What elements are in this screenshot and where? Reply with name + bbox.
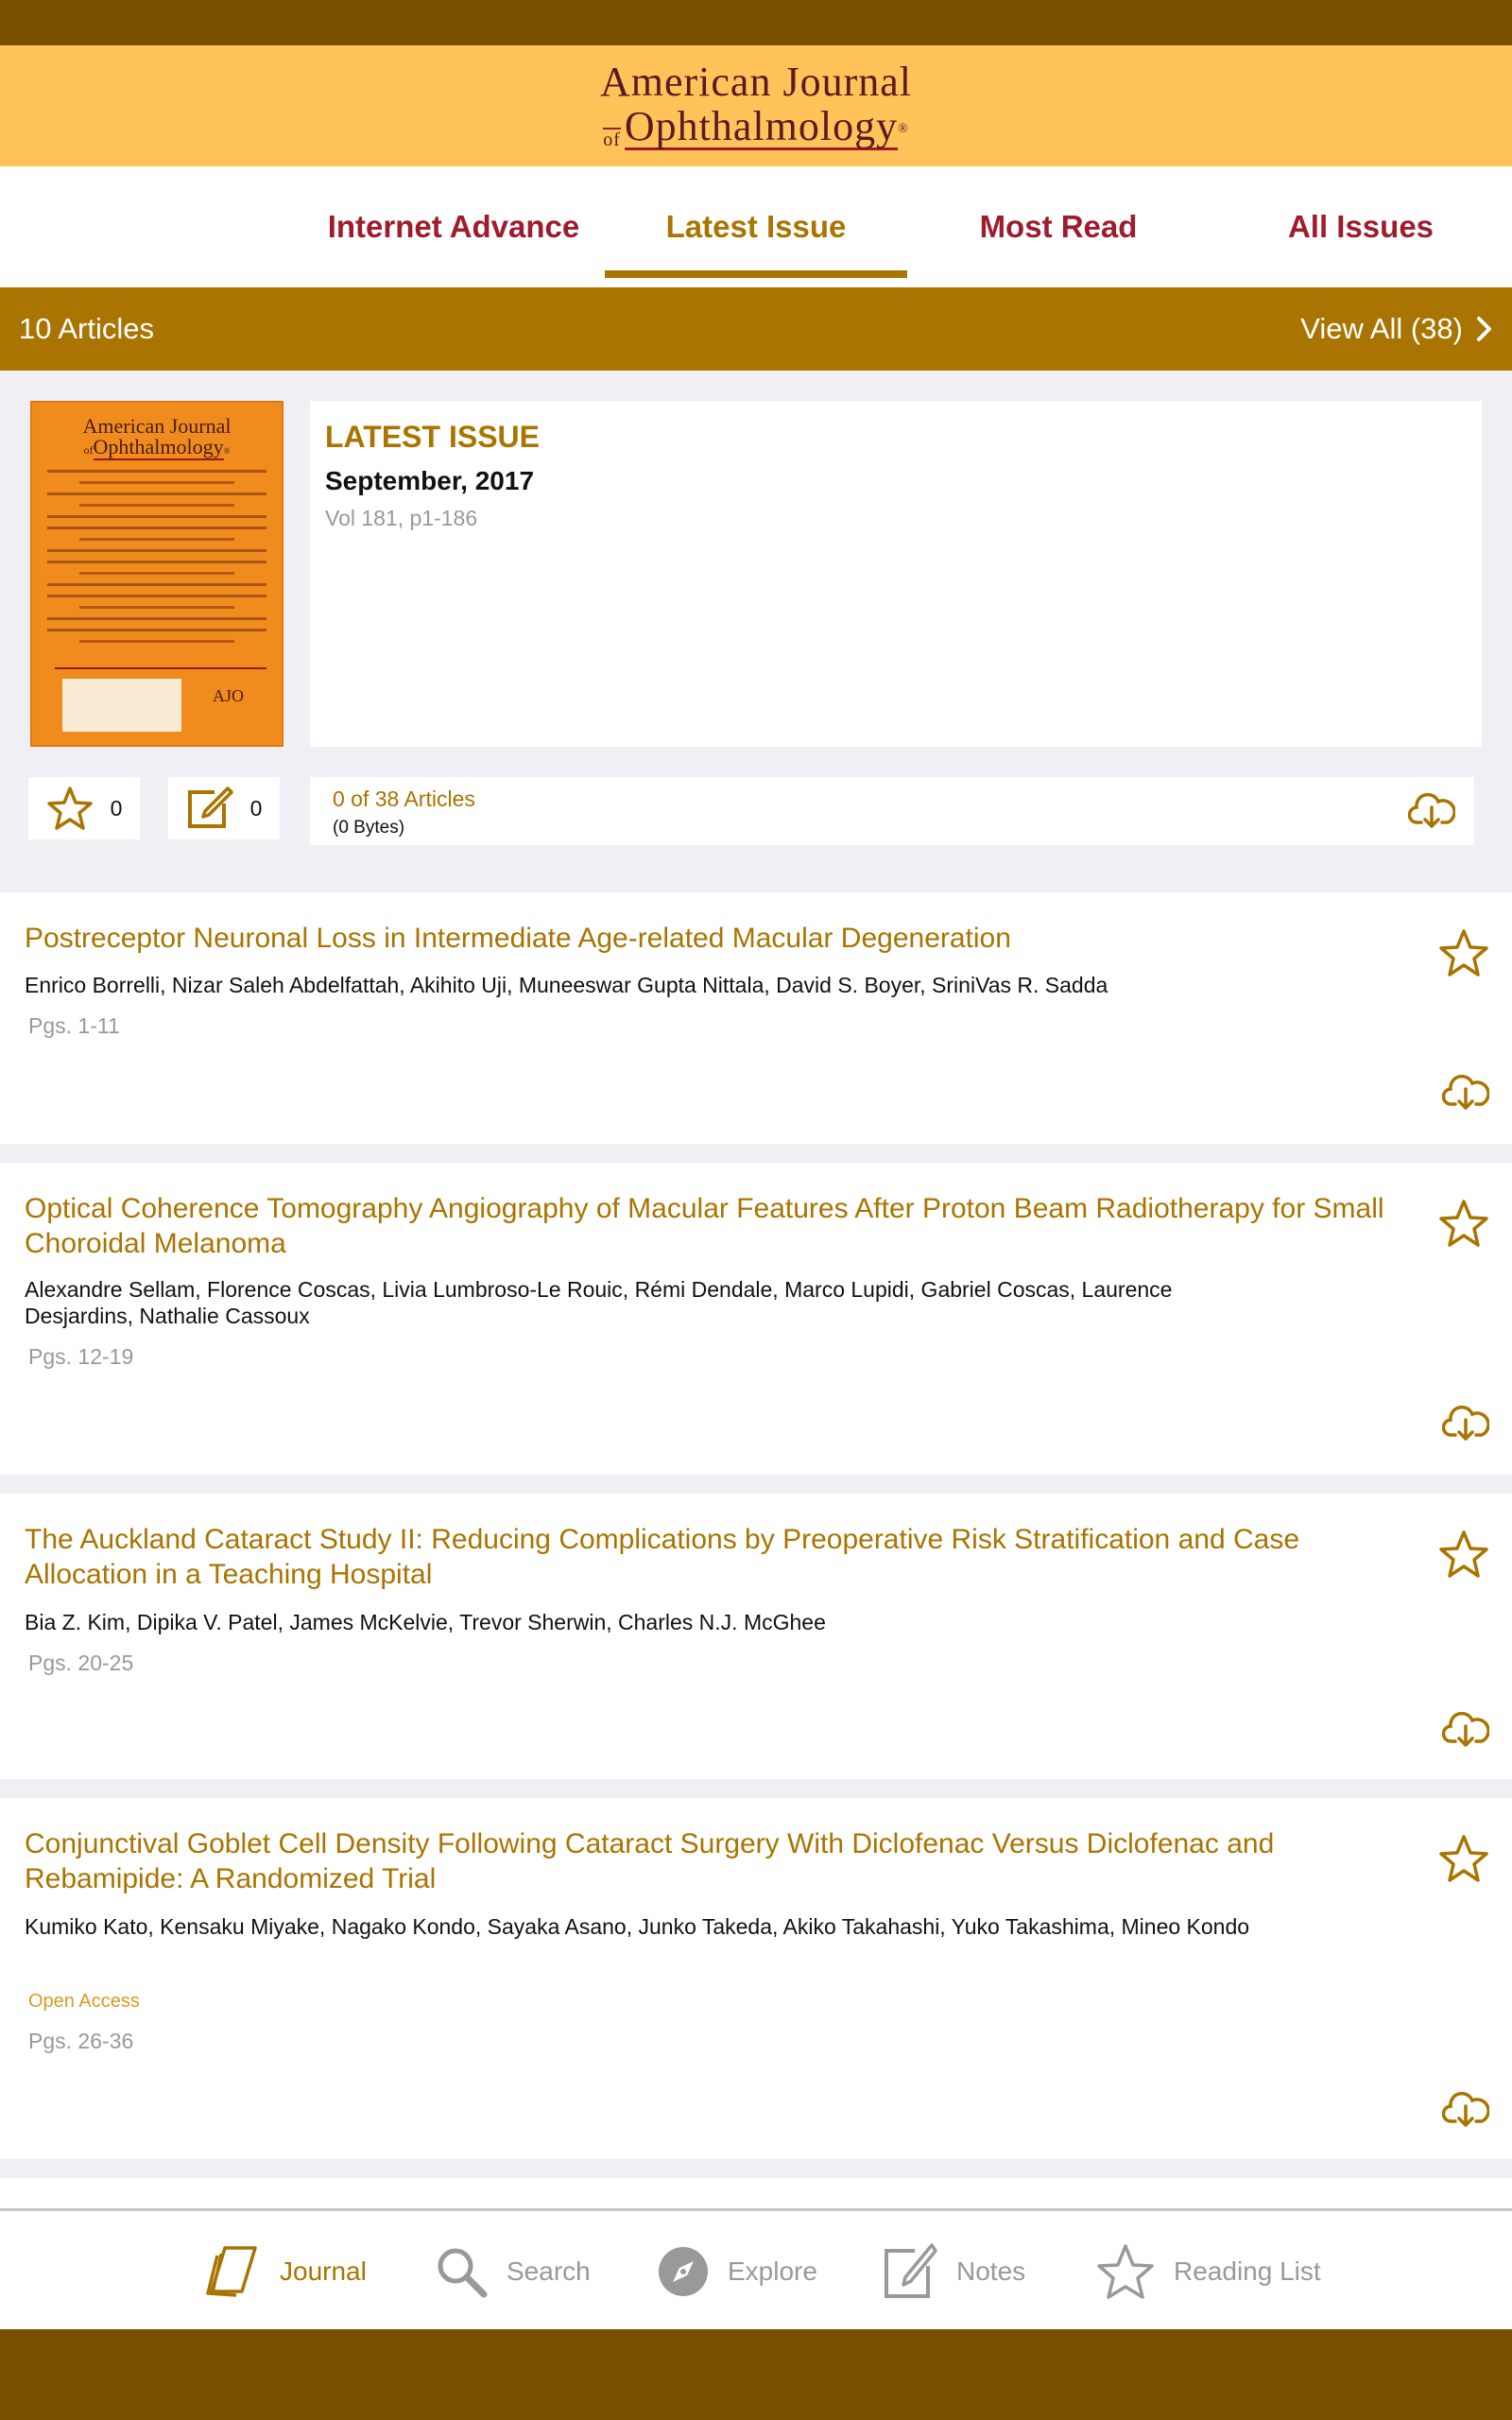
compass-icon [658,2246,709,2297]
star-icon [1096,2243,1155,2300]
cloud-download-icon[interactable] [1442,2091,1489,2129]
favorites-count-button[interactable] [28,777,140,839]
article-title[interactable]: The Auckland Cataract Study II: Reducing Complications by Preoperative Risk Stratification and Case Allocation in a Teaching Hospital [25,1524,1300,1590]
notes-icon [883,2243,937,2300]
tab-latest-issue[interactable] [605,166,907,287]
nav-search[interactable] [435,2211,591,2332]
nav-label: Search [507,2256,591,2286]
download-bytes: (0 Bytes) [333,818,405,838]
article-title[interactable]: Conjunctival Goblet Cell Density Following Cataract Surgery With Diclofenac Versus Diclofenac and Rebamipide: A Randomized Trial [25,1828,1275,1894]
article-authors: Alexandre Sellam, Florence Coscas, Livia Lumbroso-Le Rouic, Rémi Dendale, Marco Lupidi, Gabriel Coscas, Laurence Desjardins, Nathalie Cassoux [25,1277,1173,1328]
search-icon [435,2245,488,2298]
logo-of: of [603,130,621,150]
star-icon[interactable] [1438,1199,1489,1248]
chevron-right-icon [1476,316,1493,342]
tab-internet-advance[interactable]: Internet Advance [327,209,580,244]
active-tab-indicator [605,270,907,278]
issue-tabs [0,166,1512,287]
article-authors: Enrico Borrelli, Nizar Saleh Abdelfattah, Akihito Uji, Muneeswar Gupta Nittala, David S. Boyer, SriniVas R. Sadda [25,973,1108,997]
article-card[interactable] [0,1798,1512,2159]
article-title[interactable]: Postreceptor Neuronal Loss in Intermediate Age-related Macular Degeneration [25,923,1011,954]
notes-count-button[interactable] [168,777,280,839]
cloud-download-icon[interactable] [1442,1405,1489,1443]
nav-label: Reading List [1174,2256,1321,2286]
nav-reading-list[interactable] [1096,2211,1321,2332]
tab-all-issues[interactable]: All Issues [1287,209,1435,244]
view-all-button[interactable] [1300,312,1493,346]
star-icon[interactable] [1438,928,1489,977]
nav-label: Notes [956,2256,1026,2286]
open-access-badge: Open Access [28,1991,140,2012]
tab-most-read[interactable]: Most Read [979,209,1138,244]
journal-icon [204,2244,261,2299]
article-card[interactable] [0,892,1512,1144]
article-pages: Pgs. 26-36 [28,2029,134,2053]
logo-registered: ® [898,122,909,136]
article-card[interactable] [0,1494,1512,1779]
star-icon[interactable] [1438,1530,1489,1579]
article-title[interactable]: Optical Coherence Tomography Angiography of Macular Features After Proton Beam Radiotherapy for Small Choroidal Melanoma [25,1193,1384,1259]
cover-title: American Journal ofOphthalmology® [82,414,232,458]
edit-note-icon [186,786,233,830]
nav-label: Explore [728,2256,817,2286]
article-card[interactable] [0,2178,1512,2208]
nav-journal[interactable] [204,2211,367,2332]
cloud-download-icon[interactable] [1442,1711,1489,1749]
cover-ajo: AJO [212,686,244,705]
latest-issue-label: LATEST ISSUE [325,420,540,454]
nav-label: Journal [280,2256,367,2286]
star-icon[interactable] [1438,1834,1489,1883]
articles-count: 10 Articles [19,312,155,345]
issue-date: September, 2017 [325,466,535,495]
latest-issue-card[interactable] [310,401,1482,747]
status-bar [0,0,1512,45]
journal-logo [600,61,912,150]
download-issue-panel[interactable] [310,777,1474,845]
article-pages: Pgs. 1-11 [28,1013,120,1038]
download-count: 0 of 38 Articles [333,786,475,811]
nav-notes[interactable] [883,2211,1025,2332]
article-authors: Bia Z. Kim, Dipika V. Patel, James McKelvie, Trevor Sherwin, Charles N.J. McGhee [25,1610,826,1634]
cloud-download-icon[interactable] [1408,792,1455,830]
articles-bar [0,287,1512,371]
favorites-count: 0 [110,795,123,821]
issue-cover-image[interactable] [30,401,284,747]
cover-contents [42,470,272,643]
logo-line2: Ophthalmology [624,103,899,149]
brand-header [0,45,1512,166]
nav-explore[interactable] [658,2211,817,2332]
bottom-navigation [0,2208,1512,2329]
article-pages: Pgs. 12-19 [28,1344,134,1369]
view-all-label: View All (38) [1300,312,1463,345]
notes-count: 0 [249,795,263,821]
logo-line1: American Journal [600,59,912,105]
article-authors: Kumiko Kato, Kensaku Miyake, Nagako Kondo, Sayaka Asano, Junko Takeda, Akiko Takahashi, Yuko Takashima, Mineo Kondo [25,1914,1250,1939]
article-pages: Pgs. 20-25 [28,1651,134,1675]
star-icon [46,786,94,831]
tab-label: Latest Issue [665,209,847,244]
issue-volume: Vol 181, p1-186 [325,506,478,530]
article-card[interactable] [0,1163,1512,1475]
cloud-download-icon[interactable] [1442,1074,1489,1112]
system-nav-bar [0,2329,1512,2420]
